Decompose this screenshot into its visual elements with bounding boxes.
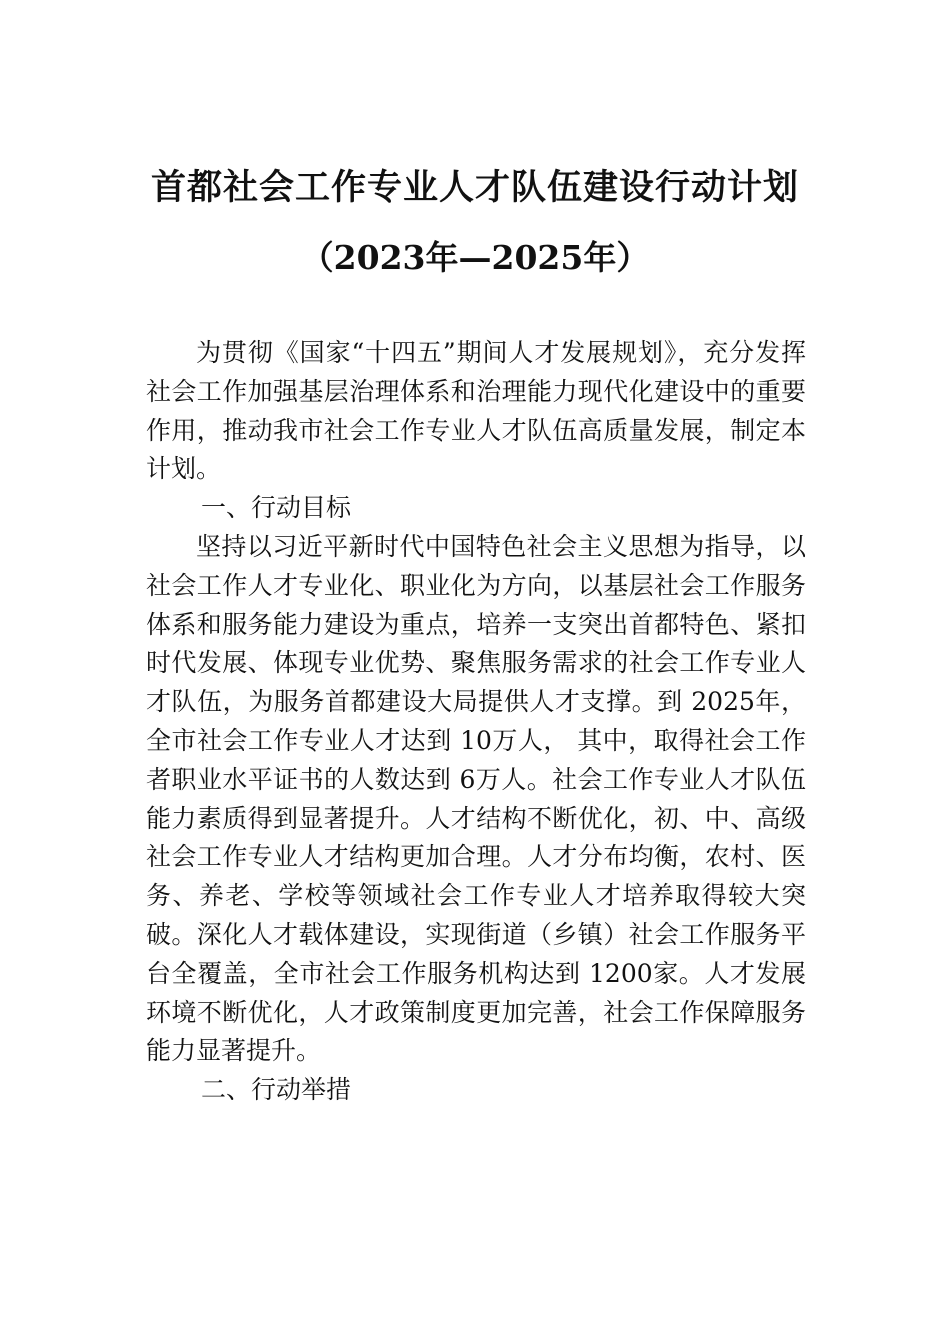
document-subtitle: （2023年—2025年） [300, 238, 650, 277]
goals-paragraph: 坚持以习近平新时代中国特色社会主义思想为指导，以社会工作人才专业化、职业化为方向，以基层社会工作服务体系和服务能力建设为重点，培养一支突出首都特色、紧扣时代发展、体现专业优势、聚焦服务需求的社会工作专业人才队伍，为服务首都建设大局提供人才支撑。到 2025年，全市社会工作专业人才达到 10万人， 其中，取得社会工作者职业水平证书的人数达到 6万人。社会工作专业人才队伍能力素质得到显著提升。人才结构不断优化，初、中、高级社会工作专业人才结构更加合理。人才分布均衡，农村、医务、养老、学校等领域社会工作专业人才培养取得较大突破。深化人才载体建设，实现街道（乡镇）社会工作服务平台全覆盖，全市社会工作服务机构达到 1200家。人才发展环境不断优化，人才政策制度更加完善，社会工作保障服务能力显著提升。 [146, 531, 806, 1066]
section-heading-goals: 一、行动目标 [201, 493, 352, 523]
section-heading-measures: 二、行动举措 [201, 1075, 352, 1105]
document-body [146, 334, 806, 1110]
document-title: 首都社会工作专业人才队伍建设行动计划 [150, 167, 799, 208]
intro-paragraph: 为贯彻《国家“十四五”期间人才发展规划》，充分发挥社会工作加强基层治理体系和治理能力现代化建设中的重要作用，推动我市社会工作专业人才队伍高质量发展，制定本计划。 [146, 338, 806, 484]
